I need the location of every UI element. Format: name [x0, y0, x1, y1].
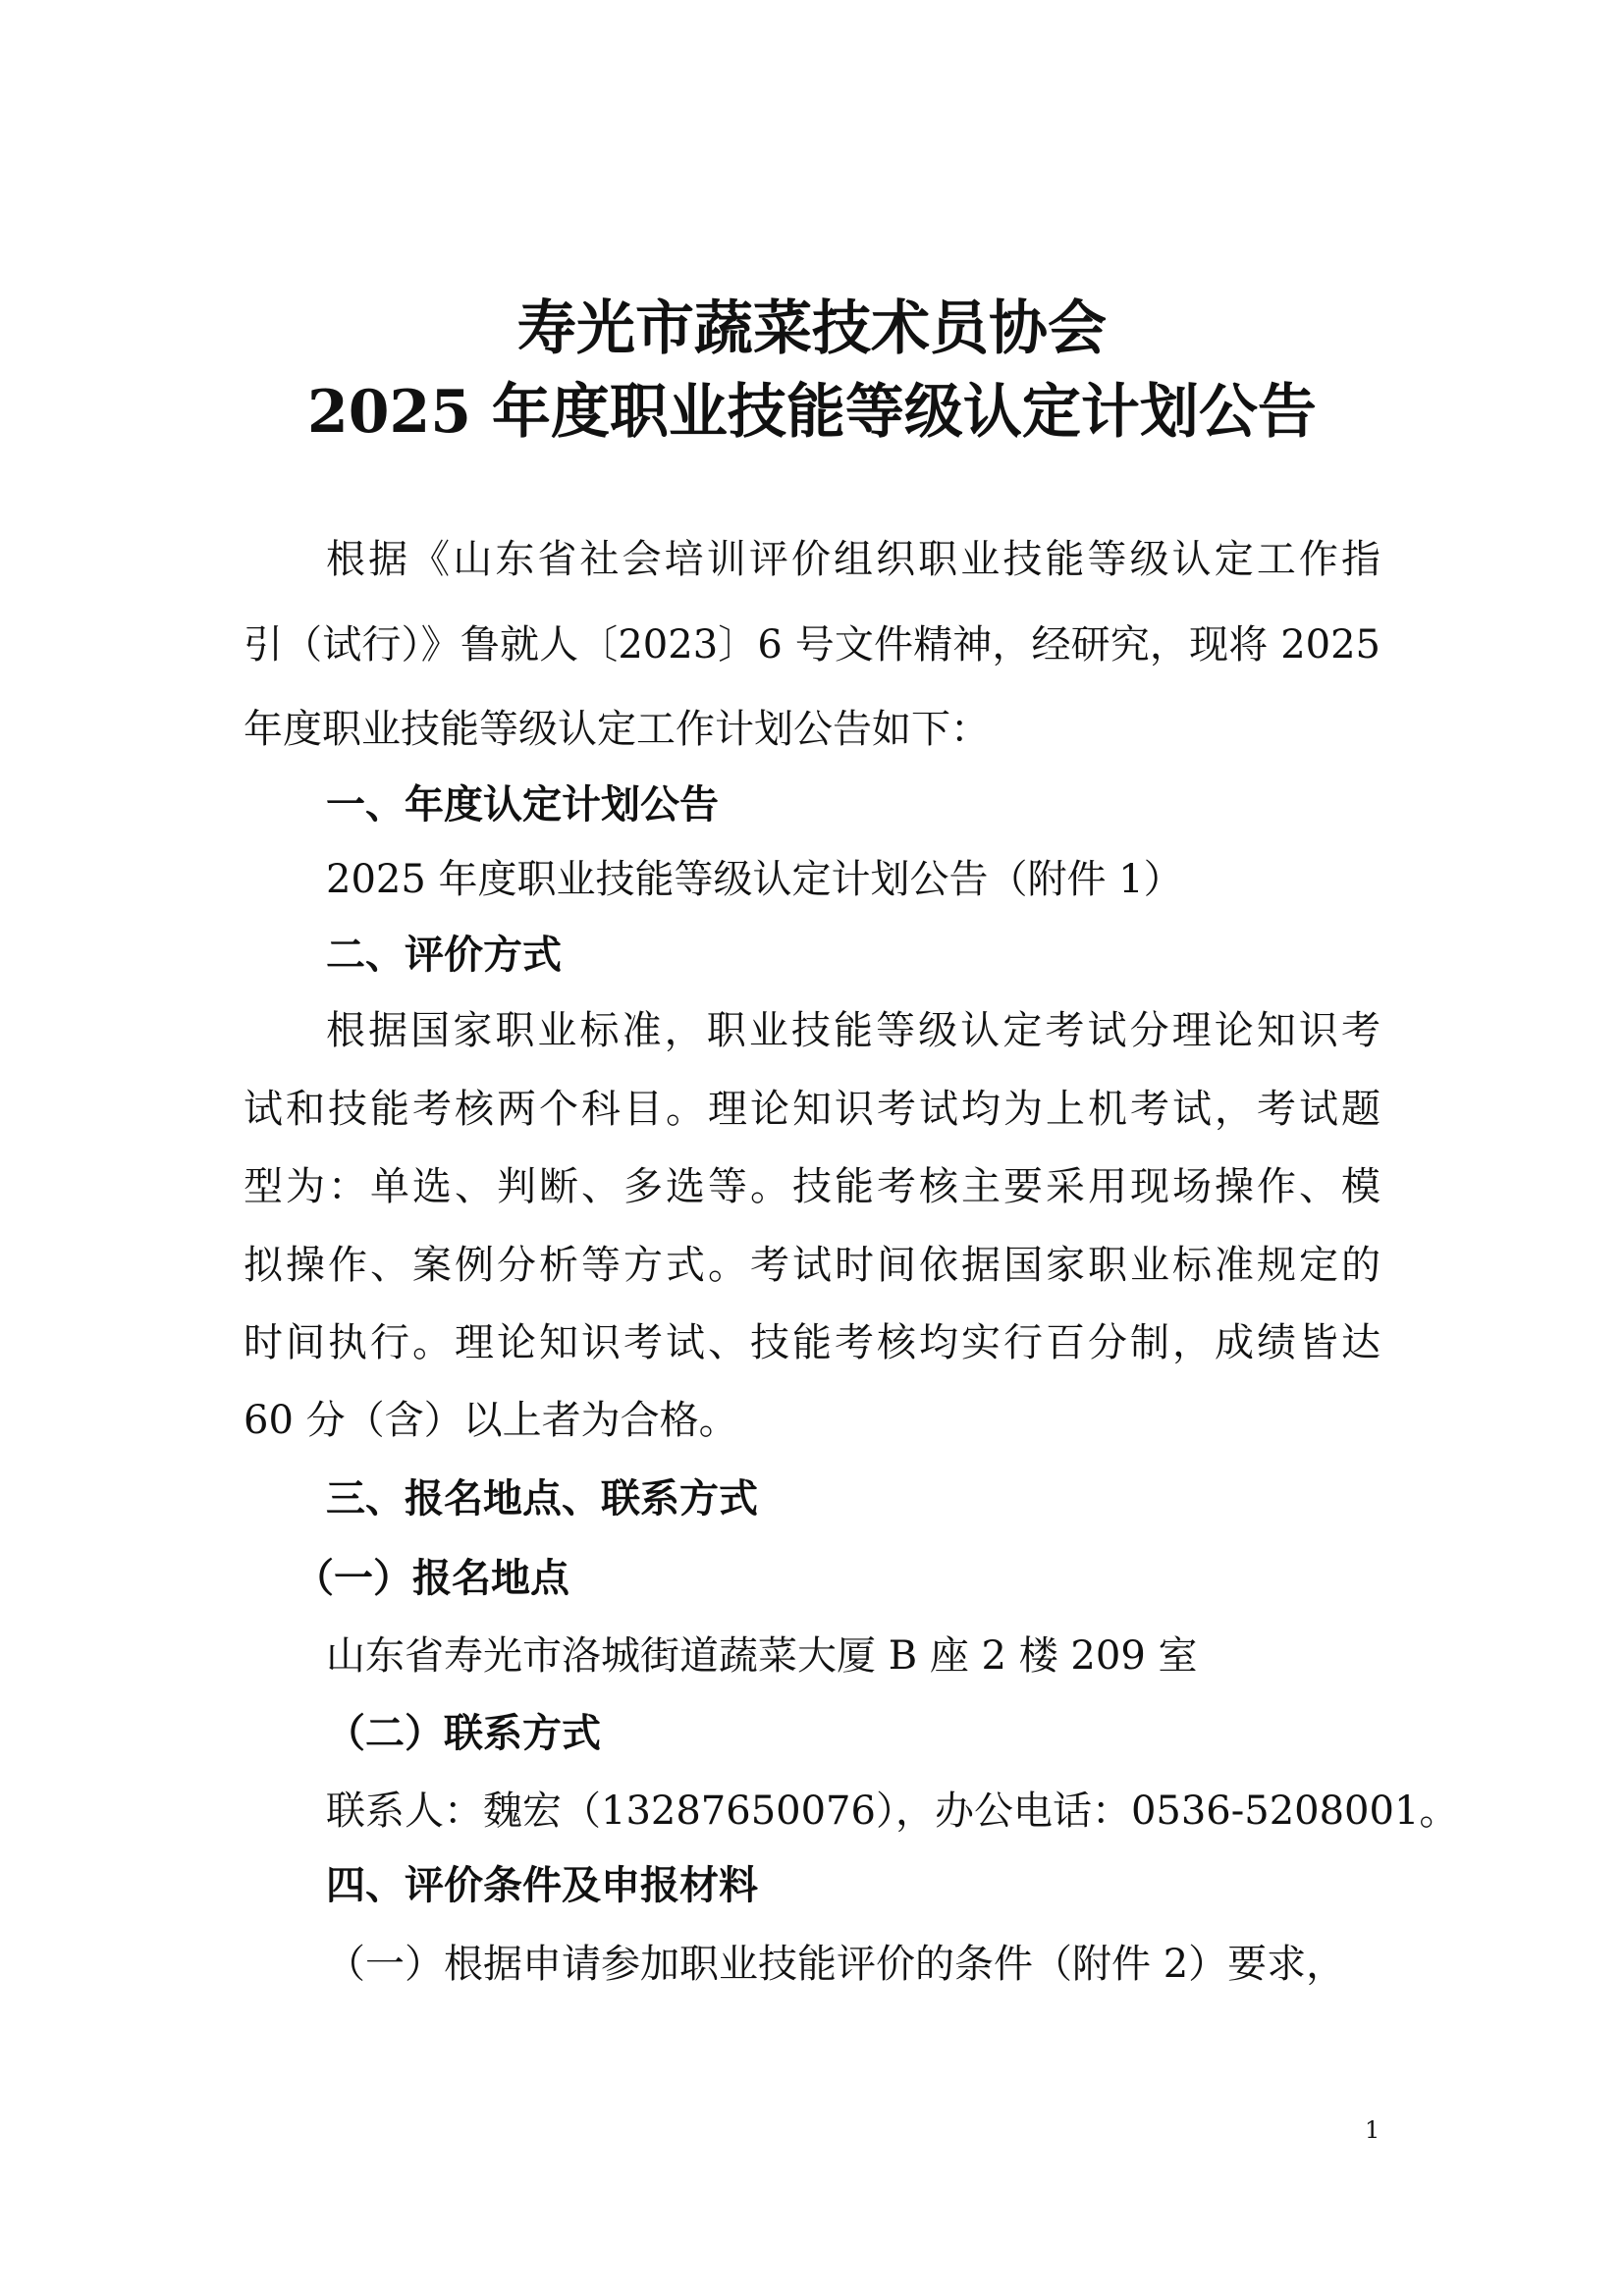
section-3-contact: 联系人：魏宏（13287650076），办公电话：0536-5208001。 — [326, 1789, 1459, 1834]
section-2-line-3: 型为：单选、判断、多选等。技能考核主要采用现场操作、模 — [244, 1164, 1380, 1209]
section-2-heading: 二、评价方式 — [326, 933, 562, 978]
section-3-heading: 三、报名地点、联系方式 — [326, 1476, 758, 1522]
section-3-address: 山东省寿光市洛城街道蔬菜大厦 B 座 2 楼 209 室 — [326, 1633, 1198, 1679]
section-1-text: 2025 年度职业技能等级认定计划公告（附件 1） — [326, 857, 1183, 902]
intro-line-1: 根据《山东省社会培训评价组织职业技能等级认定工作指 — [326, 537, 1380, 582]
section-2-line-4: 拟操作、案例分析等方式。考试时间依据国家职业标准规定的 — [244, 1243, 1380, 1288]
document-title-line-2: 2025 年度职业技能等级认定计划公告 — [307, 378, 1317, 447]
section-2-line-1: 根据国家职业标准，职业技能等级认定考试分理论知识考 — [326, 1008, 1380, 1053]
section-2-line-2: 试和技能考核两个科目。理论知识考试均为上机考试，考试题 — [244, 1087, 1380, 1132]
intro-line-2: 引（试行）》鲁就人〔2023〕6 号文件精神，经研究，现将 2025 — [244, 622, 1380, 667]
section-3-sub-1-heading: （一）报名地点 — [295, 1555, 569, 1601]
document-title-line-1: 寿光市蔬菜技术员协会 — [517, 294, 1107, 363]
section-1-heading: 一、年度认定计划公告 — [326, 782, 719, 828]
section-2-line-5: 时间执行。理论知识考试、技能考核均实行百分制，成绩皆达 — [244, 1320, 1380, 1365]
section-2-line-6: 60 分（含）以上者为合格。 — [244, 1398, 738, 1443]
section-3-sub-2-heading: （二）联系方式 — [326, 1710, 601, 1756]
section-4-sub-1-text: （一）根据申请参加职业技能评价的条件（附件 2）要求， — [326, 1942, 1346, 1987]
section-4-heading: 四、评价条件及申报材料 — [326, 1863, 758, 1908]
page-number: 1 — [1365, 2116, 1380, 2144]
intro-line-3: 年度职业技能等级认定工作计划公告如下： — [244, 707, 990, 752]
